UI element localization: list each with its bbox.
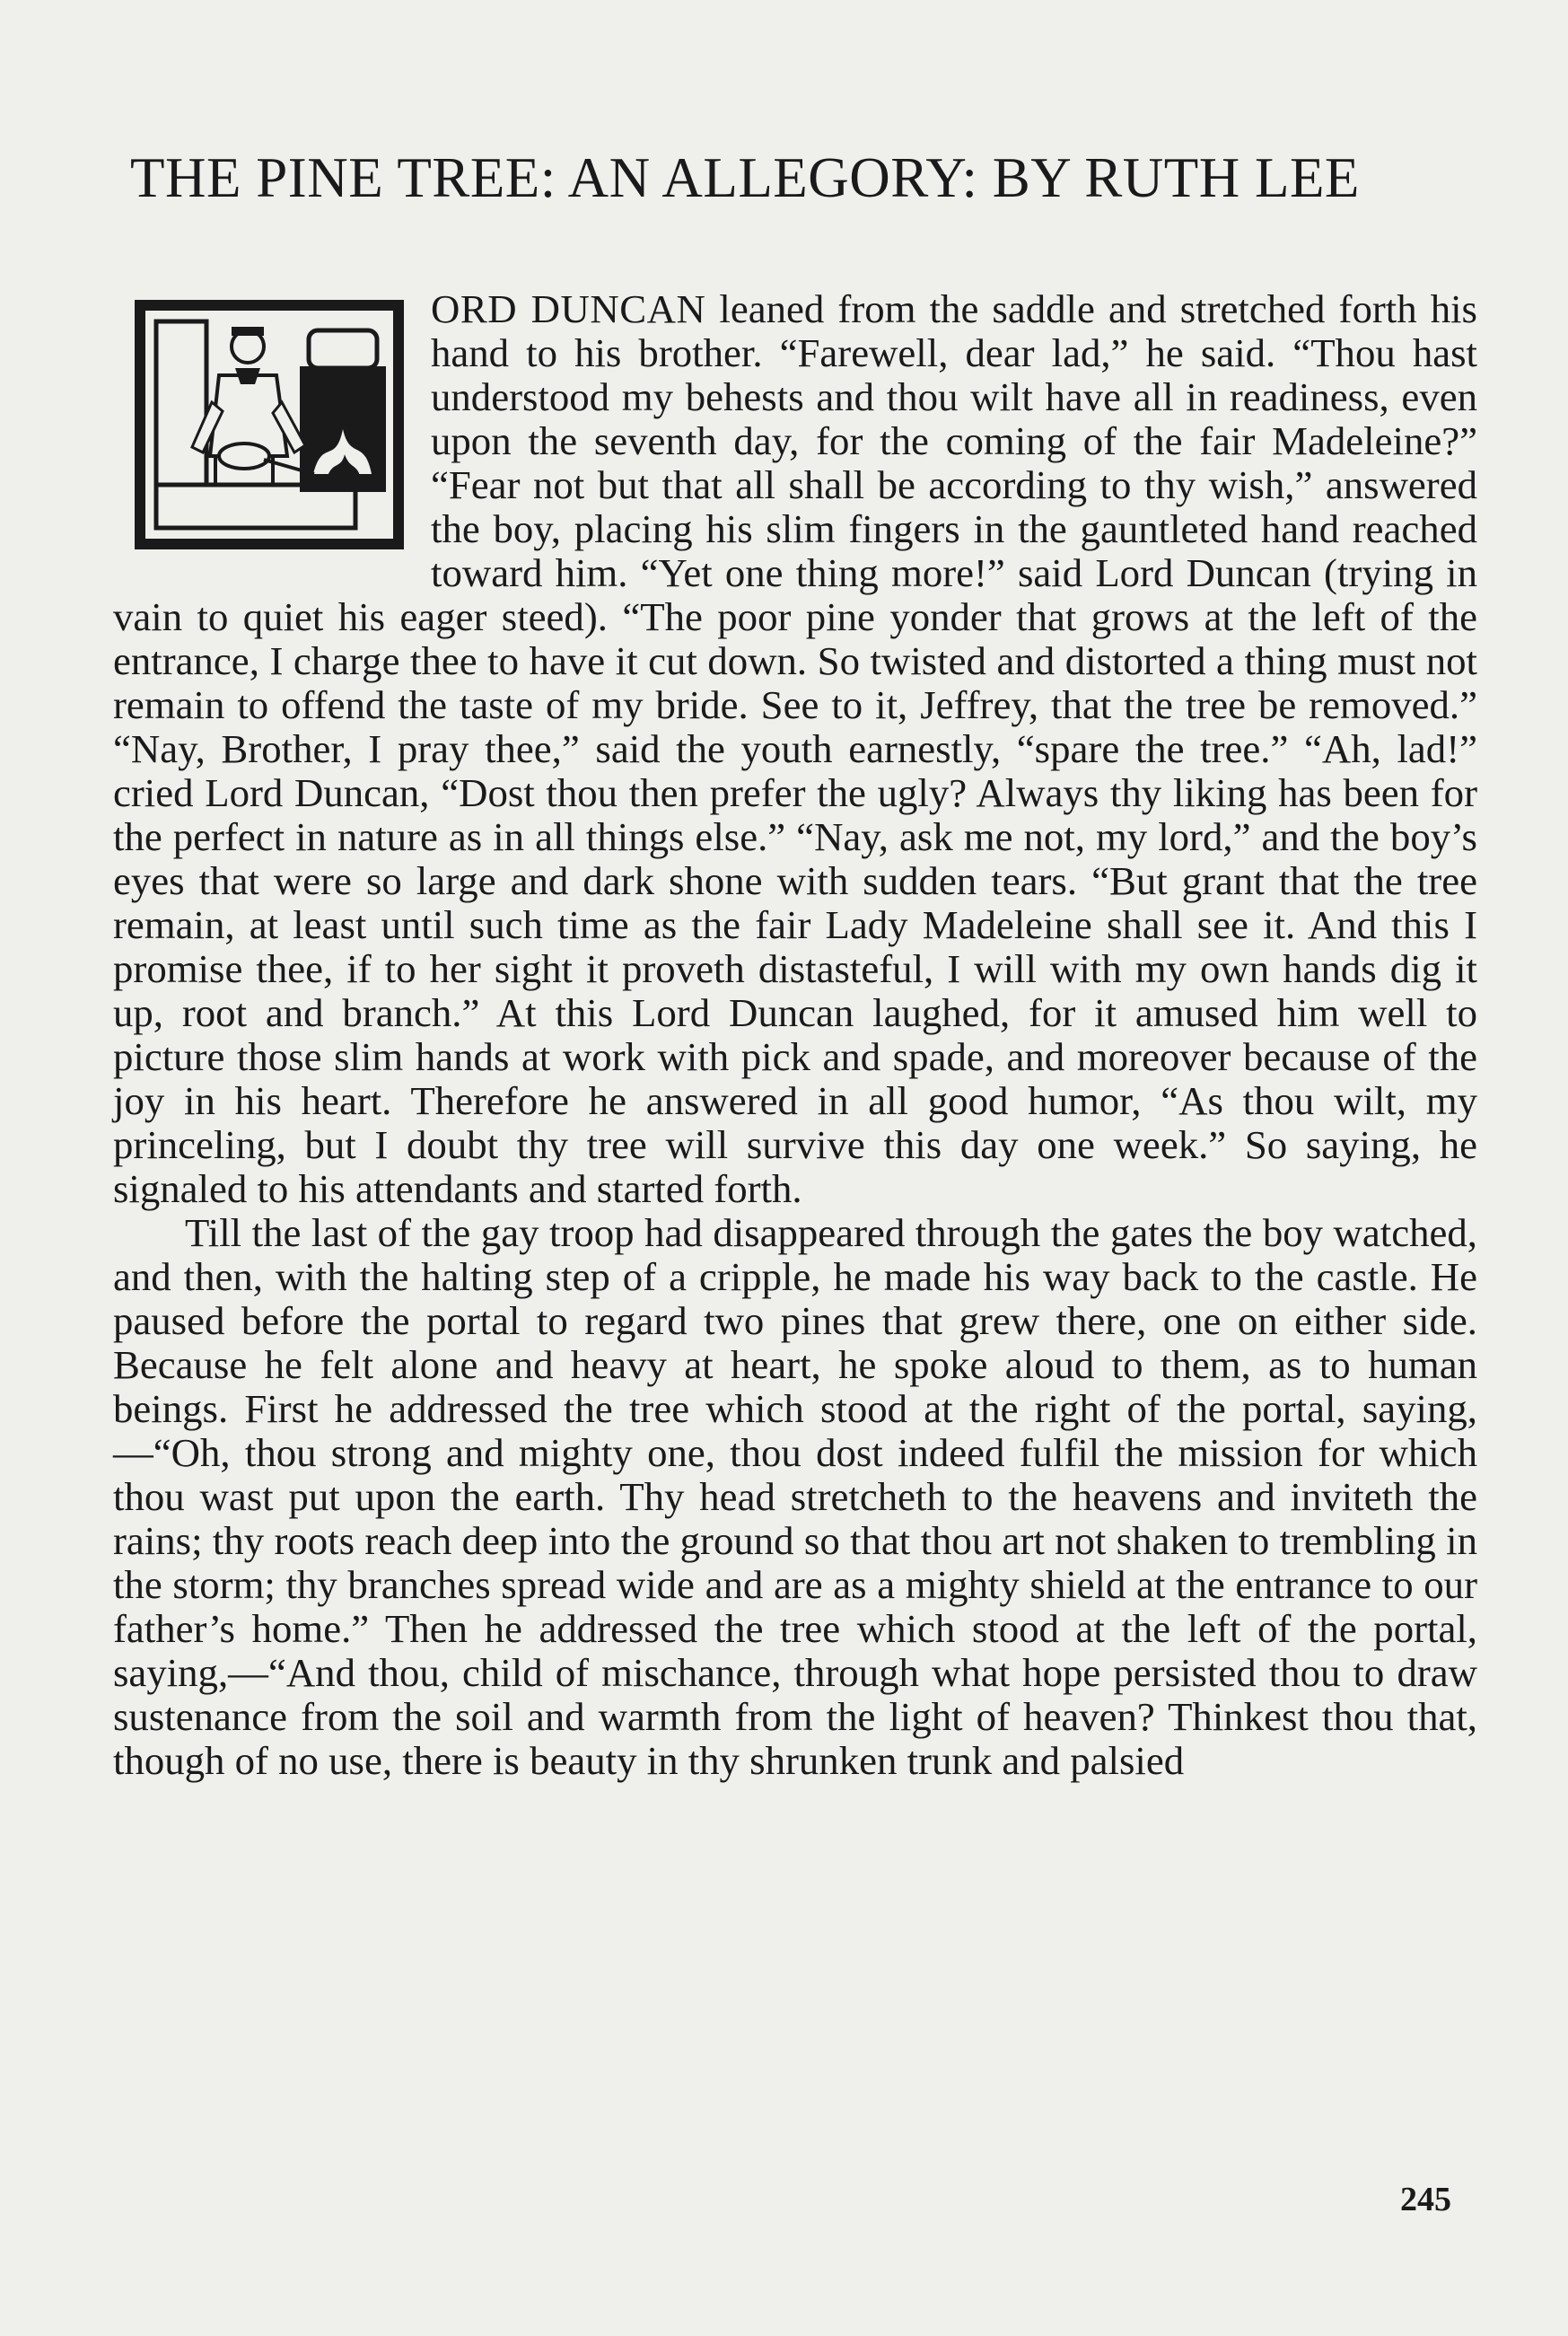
article-title: THE PINE TREE: AN ALLEGORY: BY RUTH LEE [130,146,1360,209]
paragraph-lead: ORD DUNCAN [431,286,706,331]
illuminated-initial-l [129,294,409,555]
drop-cap-illustration-icon [129,294,409,555]
article-body [113,287,1477,1783]
paragraph-two-text: Till the last of the gay troop had disappeared through the gates the boy watched, and then, with the halting step of a cripple, he made his way back to the castle. He paused before the portal to regard two pines that grew there, one on either side. Because he felt alone and heavy at heart, he spoke aloud to them, as to human beings. First he addressed the tree which stood at the right of the portal, saying,—“Oh, thou strong and mighty one, thou dost indeed fulfil the mission for which thou wast put upon the earth. Thy head stretcheth to the heavens and inviteth the rains; thy roots reach deep into the ground so that thou art not shaken to trembling in the storm; thy branches spread wide and are as a mighty shield at the entrance to our father’s home.” Then he addressed the tree which stood at the left of the portal, saying,—“And thou, child of mischance, through what hope persisted thou to draw sustenance from the soil and warmth from the light of heaven? Thinkest thou that, though of no use, there is beauty in thy shrunken trunk and palsied [113,1210,1477,1783]
paragraph-one-text: leaned from the saddle and stretched forth his hand to his brother. “Farewell, dear lad,” he said. “Thou hast understood my behests and thou wilt have all in readiness, even upon the seventh day, for the coming of the fair Madeleine?” “Fear not but that all shall be according to thy wish,” answered the boy, placing his slim fingers in the gauntleted hand reached toward him. “Yet one thing more!” said Lord Duncan (trying in vain to quiet his eager steed). “The poor pine yonder that grows at the left of the entrance, I charge thee to have it cut down. So twisted and distorted a thing must not remain to offend the taste of my bride. See to it, Jeffrey, that the tree be removed.” “Nay, Brother, I pray thee,” said the youth earnestly, “spare the tree.” “Ah, lad!” cried Lord Duncan, “Dost thou then prefer the ugly? Always thy liking has been for the perfect in nature as in all things else.” “Nay, ask me not, my lord,” and the boy’s eyes that were so large and dark shone with sudden tears. “But grant that the tree remain, at least until such time as the fair Lady Madeleine shall see it. And this I promise thee, if to her sight it proveth distasteful, I will with my own hands dig it up, root and branch.” At this Lord Duncan laughed, for it amused him well to picture those slim hands at work with pick and spade, and moreover because of the joy in his heart. Therefore he answered in all good humor, “As thou wilt, my princeling, but I doubt thy tree will survive this day one week.” So saying, he signaled to his attendants and started forth. [113,286,1477,1211]
page-number: 245 [1400,2181,1451,2218]
